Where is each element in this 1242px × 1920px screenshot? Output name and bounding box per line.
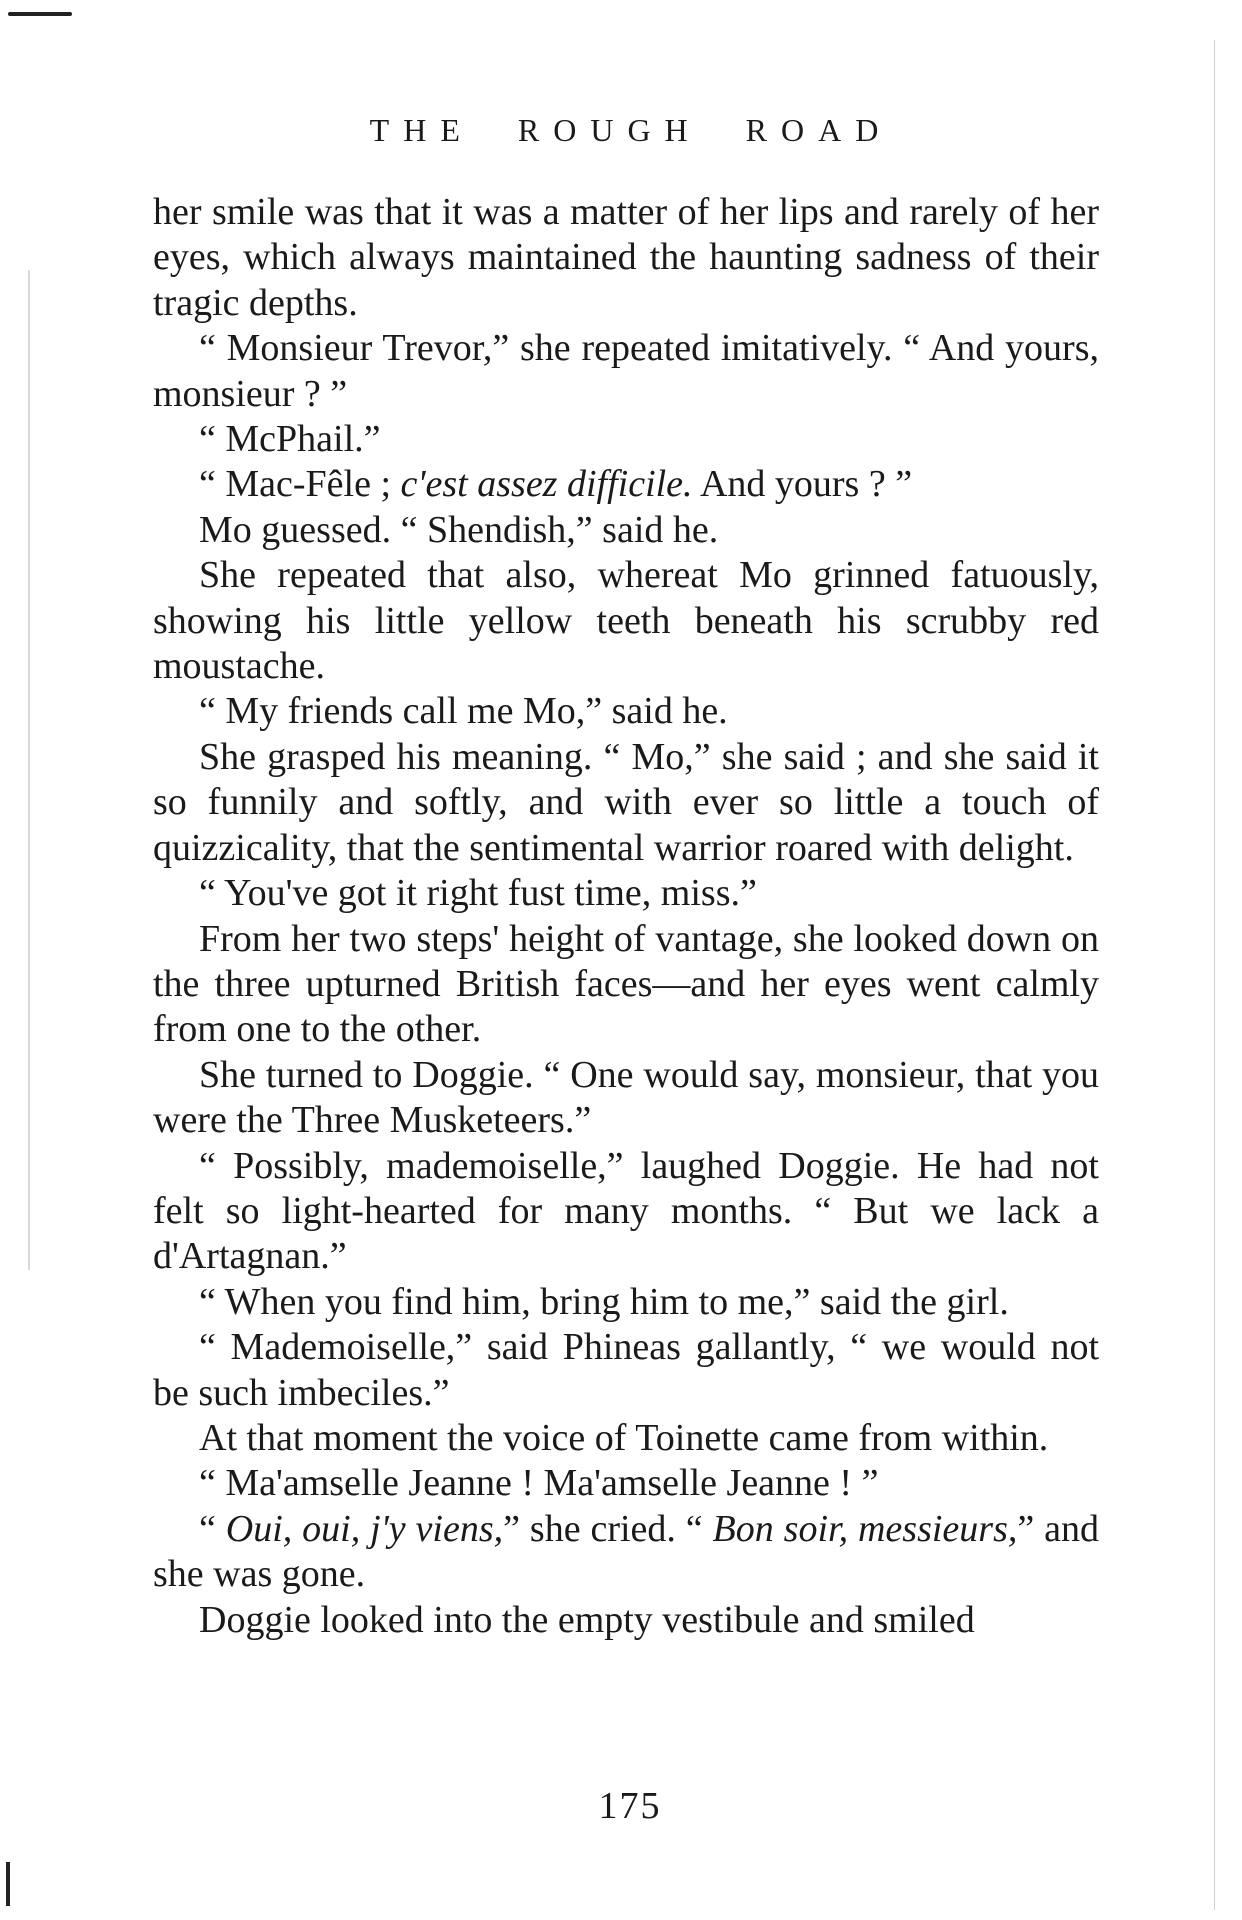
page-number: 175 (598, 1785, 662, 1827)
scan-gutter-mark (6, 1862, 10, 1906)
text-segment: She turned to Doggie. “ One would say, monsieur, that you were the Three Musketeers.” (153, 1053, 1099, 1142)
italic-text-segment: c'est assez difficile. (400, 463, 693, 506)
paragraph (153, 1144, 1099, 1280)
text-segment: Doggie looked into the empty vestibule and smiled (199, 1598, 975, 1641)
paragraph (153, 190, 1099, 326)
scan-corner-mark (8, 12, 72, 16)
paragraph (153, 689, 1099, 734)
text-segment: “ Monsieur Trevor,” she repeated imitatively. “ And yours, monsieur ? ” (153, 327, 1099, 415)
text-segment: She grasped his meaning. “ Mo,” she said ; and she said it so funnily and softly, and with ever so little a touch of quizzicality, that the sentimental warrior roared with delight. (153, 735, 1099, 869)
text-segment: “ Mac-Fêle ; (199, 463, 401, 506)
paragraph (153, 1053, 1099, 1144)
paragraph (153, 462, 1099, 507)
text-segment: “ Possibly, mademoiselle,” laughed Doggie. He had not felt so light-hearted for many months. “ But we lack a d'Artagnan.” (153, 1144, 1099, 1278)
italic-text-segment: Bon soir, messieurs, (712, 1507, 1018, 1550)
paragraph (153, 871, 1099, 916)
text-segment: “ When you find him, bring him to me,” said the girl. (199, 1280, 1009, 1323)
text-segment: From her two steps' height of vantage, she looked down on the three upturned British faces—and her eyes went calmly from one to the other. (153, 917, 1099, 1051)
text-segment: And yours ? ” (692, 463, 913, 506)
paragraph (153, 917, 1099, 1053)
running-head: THE ROUGH ROAD (369, 112, 893, 148)
text-segment: “ Mademoiselle,” said Phineas gallantly, “ we would not be such imbeciles.” (153, 1326, 1099, 1414)
paragraph (153, 1416, 1099, 1461)
text-segment: At that moment the voice of Toinette came from within. (199, 1416, 1049, 1459)
paragraph (153, 735, 1099, 871)
text-segment: “ You've got it right fust time, miss.” (199, 872, 757, 915)
text-segment: Mo guessed. “ Shendish,” said he. (199, 508, 719, 551)
paragraph (153, 1598, 1099, 1643)
text-segment: “ (199, 1507, 226, 1550)
text-segment: ” and she was gone. (153, 1507, 1099, 1596)
paragraph (153, 508, 1099, 553)
text-segment: “ My friends call me Mo,” said he. (199, 690, 728, 733)
text-segment: her smile was that it was a matter of her lips and rarely of her eyes, which always maintained the haunting sadness of their tragic depths. (153, 191, 1099, 324)
right-edge-line (1214, 40, 1215, 1910)
italic-text-segment: Oui, oui, j'y viens, (225, 1507, 504, 1550)
text-segment: “ Ma'amselle Jeanne ! Ma'amselle Jeanne ! ” (199, 1462, 879, 1505)
text-segment: She repeated that also, whereat Mo grinned fatuously, showing his little yellow teeth beneath his scrubby red moustache. (153, 554, 1099, 688)
paragraph (153, 1507, 1099, 1598)
paragraph (153, 553, 1099, 689)
text-segment: “ McPhail.” (199, 418, 381, 461)
body-text (153, 190, 1099, 1643)
paragraph (153, 1280, 1099, 1325)
paragraph (153, 326, 1099, 417)
paragraph (153, 417, 1099, 462)
paragraph (153, 1325, 1099, 1416)
text-segment: ” she cried. “ (503, 1507, 713, 1550)
paragraph (153, 1461, 1099, 1506)
left-gutter-line (28, 270, 30, 1270)
